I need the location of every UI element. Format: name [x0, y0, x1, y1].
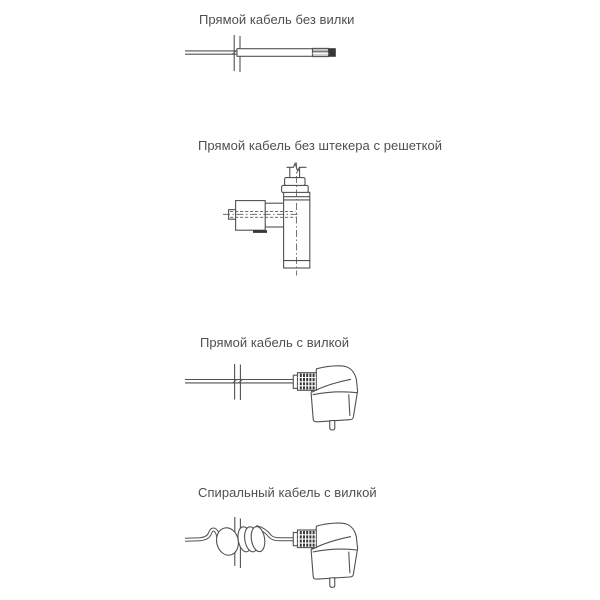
- straight-cable-without-connector-with-grille-diagram: [218, 160, 324, 278]
- spiral-cable-with-plug-diagram: [180, 510, 370, 594]
- section-title-spiral-cable-with-plug: Спиральный кабель с вилкой: [198, 485, 377, 500]
- section-title-straight-cable-without-plug: Прямой кабель без вилки: [199, 12, 355, 27]
- straight-cable-with-plug-diagram: [180, 358, 370, 434]
- section-title-straight-cable-without-connector-with-grille: Прямой кабель без штекера с решеткой: [198, 138, 443, 153]
- straight-cable-without-plug-diagram: [180, 30, 345, 80]
- section-title-straight-cable-with-plug: Прямой кабель с вилкой: [200, 335, 350, 350]
